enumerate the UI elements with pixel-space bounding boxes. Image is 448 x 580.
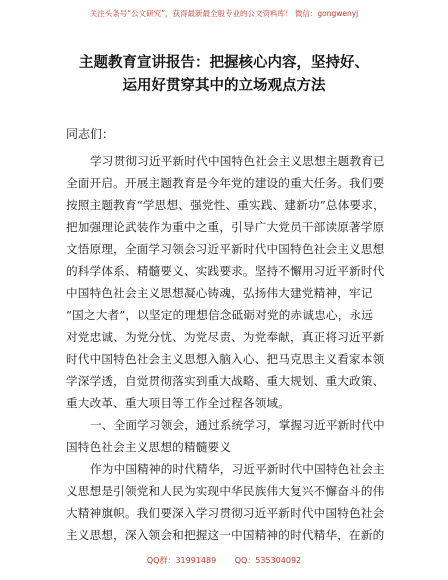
- paragraph-line: 时代中国特色社会主义思想入脑入心、把马克思主义看家本领: [66, 352, 385, 366]
- footer-qq-group: QQ群：31991489: [146, 556, 217, 565]
- title-line-2: 运用好贯穿其中的立场观点方法: [122, 78, 326, 94]
- paragraph-line: 文悟原理，全面学习领会习近平新时代中国特色社会主义思想: [66, 242, 385, 256]
- salutation: 同志们：: [66, 127, 115, 141]
- paragraph-line: 的科学体系、精髓要义、实践要求。坚持不懈用习近平新时代: [66, 264, 385, 278]
- paragraph-line: 学深学透，自觉贯彻落实到重大战略、重大规划、重大政策、: [66, 374, 385, 388]
- section-heading-line: 一、全面学习领会，通过系统学习，掌握习近平新时代中: [90, 418, 385, 432]
- footer-qq: QQ：535304092: [234, 556, 302, 565]
- document-title: [0, 52, 448, 98]
- paragraph-line: 全面开启。开展主题教育是今年党的建设的重大任务。我们要: [66, 176, 385, 190]
- footer-contact: [0, 555, 448, 566]
- paragraph-line: 按照主题教育“学思想、强党性、重实践、建新功”总体要求，: [66, 198, 385, 212]
- header-promo-note: 关注头条号“公文研究”，获得最新最全般专业的公文资料库！ 微信：gongwenyj: [89, 9, 359, 18]
- paragraph-line: 把加强理论武装作为重中之重，引导广大党员干部读原著学原: [66, 220, 385, 234]
- document-body: [66, 150, 392, 546]
- paragraph-line: 大精神旗帜。我们要深入学习贯彻习近平新时代中国特色社会: [66, 506, 385, 520]
- paragraph-line: 作为中国精神的时代精华，习近平新时代中国特色社会主: [90, 462, 385, 476]
- title-line-1: 主题教育宣讲报告：把握核心内容，坚持好、: [79, 55, 369, 71]
- paragraph-line: 中国特色社会主义思想凝心铸魂，弘扬伟大建党精神，牢记: [66, 286, 373, 300]
- paragraph-line: “国之大者”，以坚定的理想信念砥砺对党的赤诚忠心，永远: [66, 308, 374, 322]
- paragraph-line: 学习贯彻习近平新时代中国特色社会主义思想主题教育已: [90, 154, 385, 168]
- section-heading-line: 国特色社会主义思想的精髓要义: [66, 440, 232, 454]
- paragraph-line: 主义思想，深入领会和把握这一中国精神的时代精华，在新的: [66, 528, 385, 542]
- paragraph-line: 重大改革、重大项目等工作全过程各领域。: [66, 396, 291, 410]
- paragraph-line: 对党忠诚、为党分忧、为党尽责、为党奉献，真正将习近平新: [66, 330, 385, 344]
- paragraph-line: 义思想是引领党和人民为实现中华民族伟大复兴不懈奋斗的伟: [66, 484, 385, 498]
